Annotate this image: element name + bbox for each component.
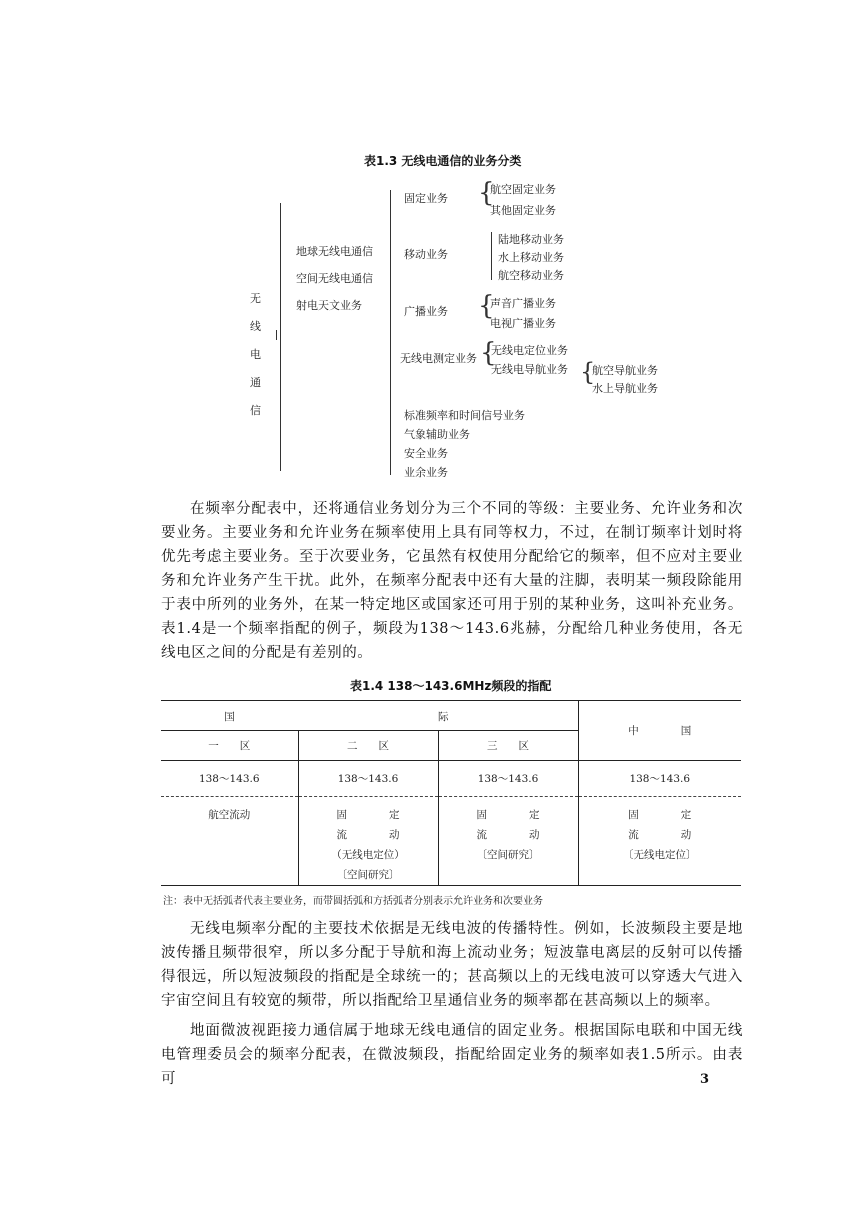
navigation-item: 水上导航业务 (592, 382, 658, 395)
band-cell: 138～143.6 (629, 773, 691, 785)
table-1-4 (161, 700, 741, 886)
allocation-line: 流 动 (336, 829, 400, 841)
allocation-line: 航空流动 (208, 809, 251, 821)
mobile-service: 移动业务 (404, 248, 448, 261)
mobile-item: 陆地移动业务 (498, 233, 564, 246)
radiodetermination-service: 无线电测定业务 (400, 352, 477, 365)
root-char: 无 (250, 292, 261, 305)
header-china: 中 国 (578, 701, 741, 761)
allocation-line: 〔无线电定位〕 (623, 849, 697, 861)
other-service: 气象辅助业务 (404, 428, 470, 441)
other-service: 安全业务 (404, 447, 448, 460)
radiodetermination-item: 无线电导航业务 (491, 363, 568, 376)
fixed-brace: { (478, 178, 495, 208)
root-brace-tip (276, 330, 277, 340)
header-intl-right: 际 (438, 701, 578, 731)
allocation-region-2 (298, 797, 438, 886)
band-cell: 138～143.6 (438, 761, 578, 797)
broadcast-brace: { (478, 291, 495, 321)
broadcast-service: 广播业务 (404, 305, 448, 318)
band-cell: 138～143.6 (161, 761, 298, 797)
fixed-service: 固定业务 (404, 192, 448, 205)
paragraph-text: 在频率分配表中，还将通信业务划分为三个不同的等级：主要业务、允许业务和次要业务。主要业务和允许业务在频率使用上具有同等权力，不过，在制订频率计划时将优先考虑主要业务。至于次要业务，它虽然有权使用分配给它的频率，但不应对主要业务和允许业务产生干扰。此外，在频率分配表中还有大量的注脚，表明某一频段除能用于表中所列的业务外，在某一特定地区或国家还可用于别的某种业务，这叫补充业务。表1.4是一个频率指配的例子，频段为138～143.6兆赫，分配给几种业务使用，各无线电区之间的分配是有差别的。 (161, 501, 743, 661)
allocation-china (578, 797, 741, 886)
fixed-item: 其他固定业务 (490, 204, 556, 217)
navigation-item: 航空导航业务 (592, 364, 658, 377)
mobile-item: 航空移动业务 (498, 269, 564, 282)
navigation-brace: { (580, 358, 596, 386)
services-brace (390, 190, 391, 475)
mobile-brace (491, 232, 492, 280)
header-intl-left: 国 (224, 711, 235, 723)
paragraph-text: 地面微波视距接力通信属于地球无线电通信的固定业务。根据国际电联和中国无线电管理委员会的频率分配表，在微波频段，指配给固定业务的频率如表1.5所示。由表可 (161, 1023, 743, 1087)
root-char: 信 (250, 404, 261, 417)
allocation-line: 流 动 (476, 829, 540, 841)
allocation-line: 〔空间研究〕 (336, 869, 400, 881)
allocation-line: 流 动 (628, 829, 692, 841)
root-char: 通 (250, 376, 261, 389)
body-paragraph-1 (161, 497, 743, 665)
table-1-3-caption: 表1.3 无线电通信的业务分类 (364, 154, 522, 168)
header-region-1: 一 区 (161, 731, 298, 761)
other-service: 标准频率和时间信号业务 (404, 409, 525, 422)
radiodetermination-item: 无线电定位业务 (491, 344, 568, 357)
mobile-item: 水上移动业务 (498, 251, 564, 264)
broadcast-item: 电视广播业务 (490, 317, 556, 330)
table-1-4-caption: 表1.4 138～143.6MHz频段的指配 (350, 679, 552, 693)
allocation-line: 固 定 (476, 809, 540, 821)
level1-space: 空间无线电通信 (296, 272, 373, 285)
level1-radioastronomy: 射电天文业务 (296, 299, 362, 312)
table-1-4-note: 注：表中无括弧者代表主要业务，而带圆括弧和方括弧者分别表示允许业务和次要业务 (163, 896, 543, 907)
root-brace (280, 203, 281, 471)
paragraph-text: 无线电频率分配的主要技术依据是无线电波的传播特性。例如，长波频段主要是地波传播且频带很窄，所以多分配于导航和海上流动业务；短波靠电离层的反射可以传播得很远，所以短波频段的指配是全球统一的；甚高频以上的无线电波可以穿透大气进入宇宙空间且有较宽的频带，所以指配给卫星通信业务的频率都在甚高频以上的频率。 (161, 921, 743, 1009)
broadcast-item: 声音广播业务 (490, 297, 556, 310)
fixed-item: 航空固定业务 (490, 183, 556, 196)
level1-earth: 地球无线电通信 (296, 245, 373, 258)
allocation-line: 〔空间研究〕 (476, 849, 540, 861)
root-char: 电 (250, 348, 261, 361)
band-cell: 138～143.6 (298, 761, 438, 797)
allocation-line: 固 定 (628, 809, 692, 821)
allocation-region-1 (161, 797, 298, 886)
header-region-3: 三 区 (438, 731, 578, 761)
header-region-2: 二 区 (298, 731, 438, 761)
body-paragraph-2 (161, 917, 743, 1013)
root-char: 线 (250, 320, 261, 333)
radiodetermination-brace: { (480, 338, 497, 368)
allocation-line: （无线电定位） (331, 849, 405, 861)
other-service: 业余业务 (404, 466, 448, 479)
allocation-region-3 (438, 797, 578, 886)
allocation-line: 固 定 (336, 809, 400, 821)
body-paragraph-3 (161, 1019, 743, 1091)
page-number: 3 (700, 1072, 710, 1087)
